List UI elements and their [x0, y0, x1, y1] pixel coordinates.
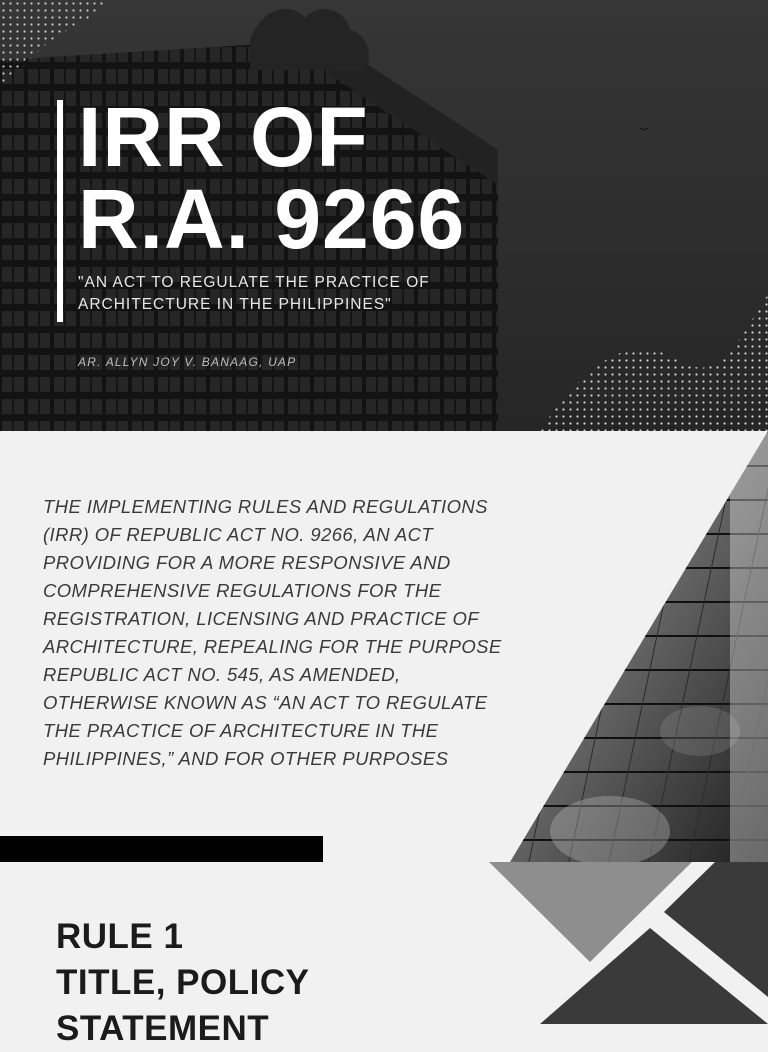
author-credit: AR. ALLYN JOY V. BANAAG, UAP — [78, 355, 297, 369]
intro-paragraph: THE IMPLEMENTING RULES AND REGULATIONS (IRR) OF REPUBLIC ACT NO. 9266, AN ACT PROVIDING FOR A MORE RESPONSIVE AND COMPREHENSIVE REGULATIONS FOR THE REGISTRATION, LICENSING AND PRACTICE OF ARCHITECTURE, REPEALING FOR THE PURPOSE REPUBLIC ACT NO. 545, AS AMENDED, OTHERWISE KNOWN AS “AN ACT TO REGULATE THE PRACTICE OF ARCHITECTURE IN THE PHILIPPINES,” AND FOR OTHER PURPOSES — [43, 496, 502, 769]
glass-building-image — [500, 431, 768, 862]
decorative-triangles — [480, 862, 768, 1024]
rule-number: RULE 1 — [56, 917, 184, 956]
rule-title-line-2: STATEMENT — [56, 1009, 270, 1048]
rule-heading — [56, 914, 309, 1052]
document-subtitle: "AN ACT TO REGULATE THE PRACTICE OF ARCHITECTURE IN THE PHILIPPINES" — [78, 274, 430, 313]
rule-title-line-1: TITLE, POLICY — [56, 963, 310, 1002]
rule-section — [0, 862, 768, 1048]
hero-section — [0, 0, 768, 431]
title-line-2: R.A. 9266 — [78, 172, 466, 266]
title-line-1: IRR OF — [78, 90, 369, 184]
document-title — [78, 90, 466, 266]
intro-section — [0, 431, 768, 862]
hero-accent-bar — [57, 100, 63, 322]
section-divider-bar — [0, 836, 323, 862]
